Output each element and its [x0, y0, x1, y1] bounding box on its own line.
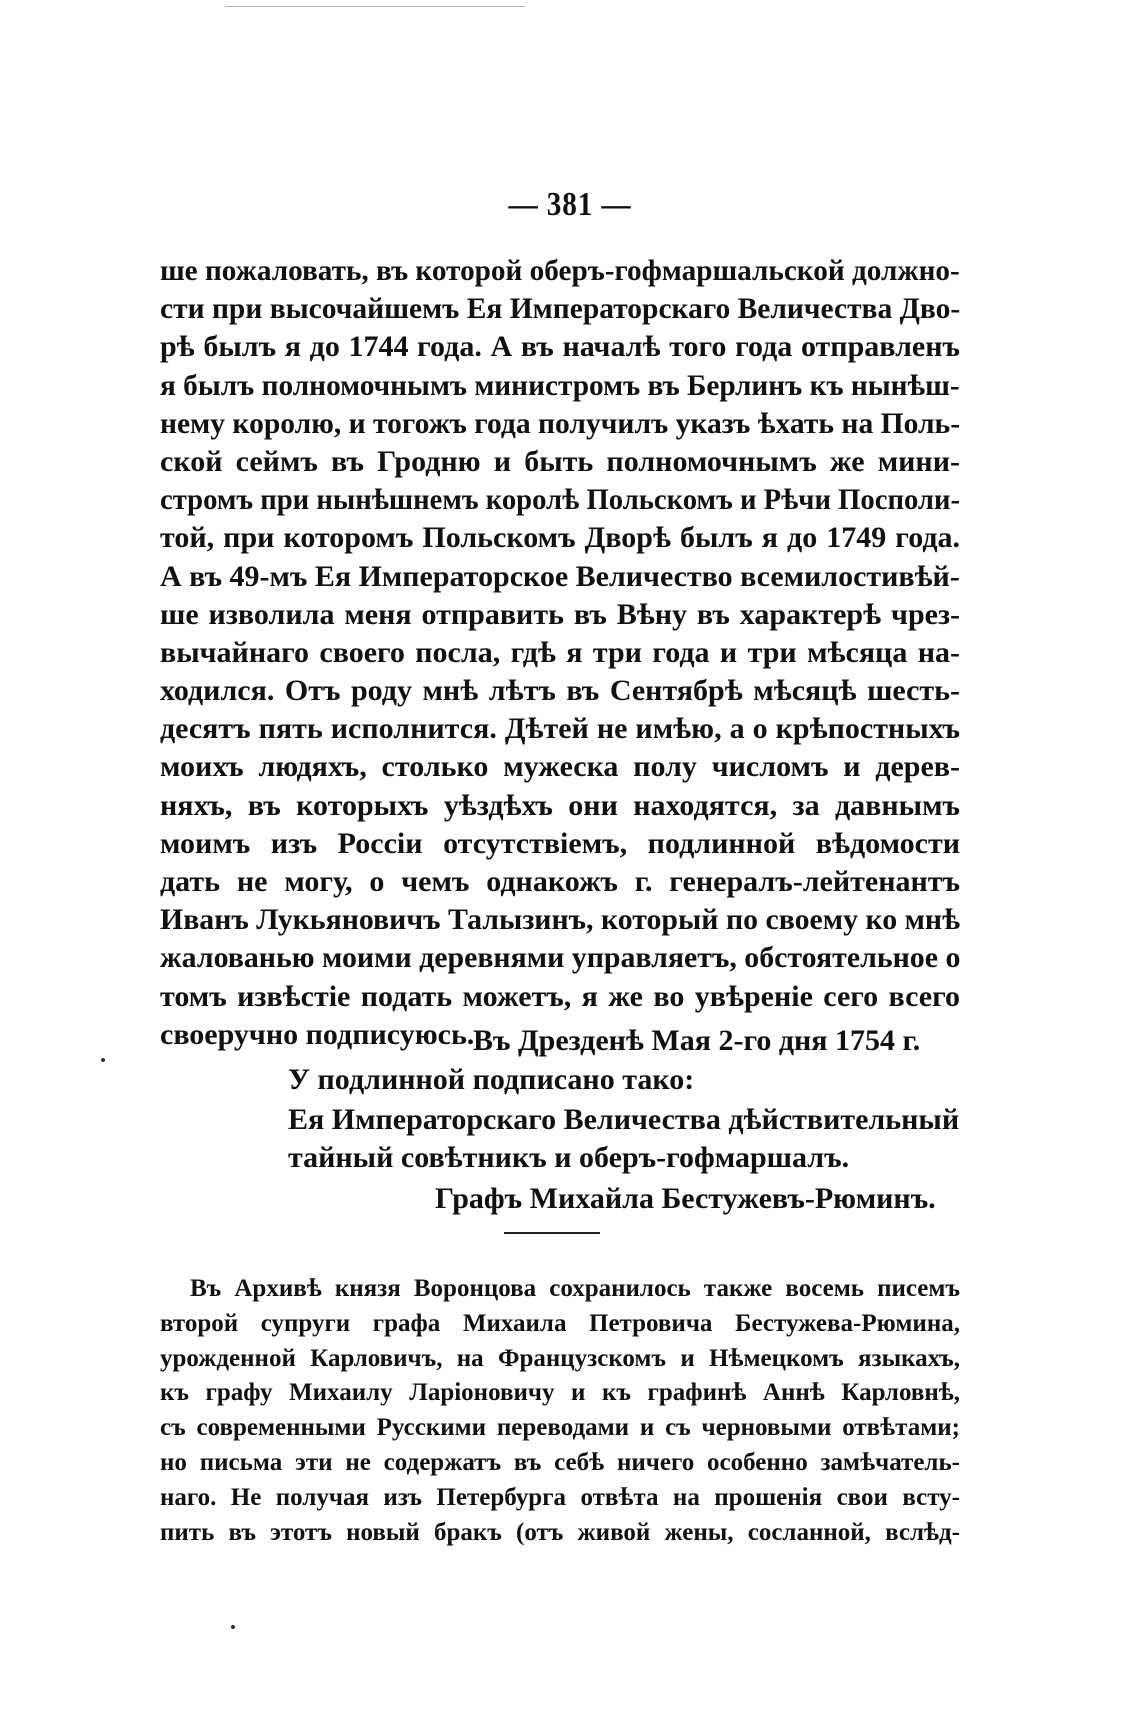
text-line: няхъ, въ которыхъ уѣздѣхъ они находятся, за давнымъ	[160, 788, 960, 822]
footnote-line: второй супруги графа Михаила Петровича Бестужева-Рюмина,	[160, 1309, 960, 1337]
text-line: той, при которомъ Польскомъ Дворѣ былъ я до 1749 года.	[160, 521, 960, 555]
text-line: ской сеймъ въ Гродню и быть полномочнымъ же мини-	[160, 444, 960, 478]
footnote-line: наго. Не получая изъ Петербурга отвѣта на прошенія свои всту-	[160, 1483, 960, 1511]
scan-speck	[231, 1625, 235, 1629]
footnote-line: но письма эти не содержатъ въ себѣ ничего особенно замѣчатель-	[160, 1448, 960, 1476]
text-line: нему королю, и тогожъ года получилъ указъ ѣхать на Поль-	[160, 406, 961, 440]
footnote-line: Въ Архивѣ князя Воронцова сохранилось также восемь писемъ	[190, 1275, 960, 1302]
text-line: я былъ полномочнымъ министромъ въ Берлинъ къ нынѣш-	[160, 368, 960, 402]
signer-title-line: Ея Императорскаго Величества дѣйствительный	[288, 1103, 960, 1136]
text-line: жалованью моими деревнями управляетъ, обстоятельное о	[160, 941, 961, 975]
main-text-block	[160, 252, 960, 1054]
footnote-divider	[504, 1232, 600, 1234]
signer-title-line: тайный совѣтникъ и оберъ-гофмаршалъ.	[288, 1141, 850, 1174]
footnote-block	[160, 1272, 960, 1550]
signed-note: У подлинной подписано тако:	[288, 1063, 695, 1096]
text-line: ше изволила меня отправить въ Вѣну въ характерѣ чрез-	[160, 597, 960, 631]
scan-speck	[101, 1058, 105, 1062]
text-line: А въ 49-мъ Ея Императорское Величество всемилостивѣй-	[160, 559, 960, 593]
text-line: вычайнаго своего посла, гдѣ я три года и три мѣсяца на-	[160, 635, 960, 669]
date-line: Въ Дрезденѣ Мая 2-го дня 1754 г.	[473, 1024, 921, 1057]
footnote-line: урожденной Карловичъ, на Французскомъ и Нѣмецкомъ языкахъ,	[160, 1344, 960, 1372]
text-line: стромъ при нынѣшнемъ королѣ Польскомъ и Рѣчи Посполи-	[160, 483, 961, 517]
text-line: дать не могу, о чемъ однакожъ г. генералъ-лейтенантъ	[160, 865, 960, 898]
text-line: моихъ людяхъ, столько мужеска полу числомъ и дерев-	[160, 750, 960, 784]
top-edge-rule	[225, 6, 525, 7]
text-line: томъ извѣстіе подать можетъ, я же во увѣреніе сего всего	[160, 979, 960, 1013]
footnote-line: къ графу Михаилу Ларіоновичу и къ графинѣ Аннѣ Карловнѣ,	[160, 1379, 960, 1407]
text-line: ше пожаловать, въ которой оберъ-гофмаршальской должно-	[160, 254, 960, 287]
footnote-line: пить въ этотъ новый бракъ (отъ живой жены, сосланной, вслѣд-	[160, 1518, 960, 1546]
text-line: ходился. Отъ роду мнѣ лѣтъ въ Сентябрѣ мѣсяцѣ шесть-	[160, 674, 960, 708]
text-line: своеручно подписуюсь.	[160, 1017, 475, 1051]
signature: Графъ Михайла Бестужевъ-Рюминъ.	[435, 1182, 936, 1215]
text-line: десятъ пять исполнится. Дѣтей не имѣю, а о крѣпостныхъ	[160, 712, 960, 746]
text-line: Иванъ Лукьяновичъ Талызинъ, который по своему ко мнѣ	[160, 903, 960, 937]
text-line: рѣ былъ я до 1744 года. А въ началѣ того года отправленъ	[160, 330, 960, 364]
text-line: моимъ изъ Россіи отсутствіемъ, подлинной вѣдомости	[160, 826, 960, 860]
footnote-line: съ современными Русскими переводами и съ черновыми отвѣтами;	[160, 1414, 960, 1442]
page-number: — 381 —	[508, 186, 632, 223]
text-line: сти при высочайшемъ Ея Императорскаго Величества Дво-	[160, 292, 961, 326]
